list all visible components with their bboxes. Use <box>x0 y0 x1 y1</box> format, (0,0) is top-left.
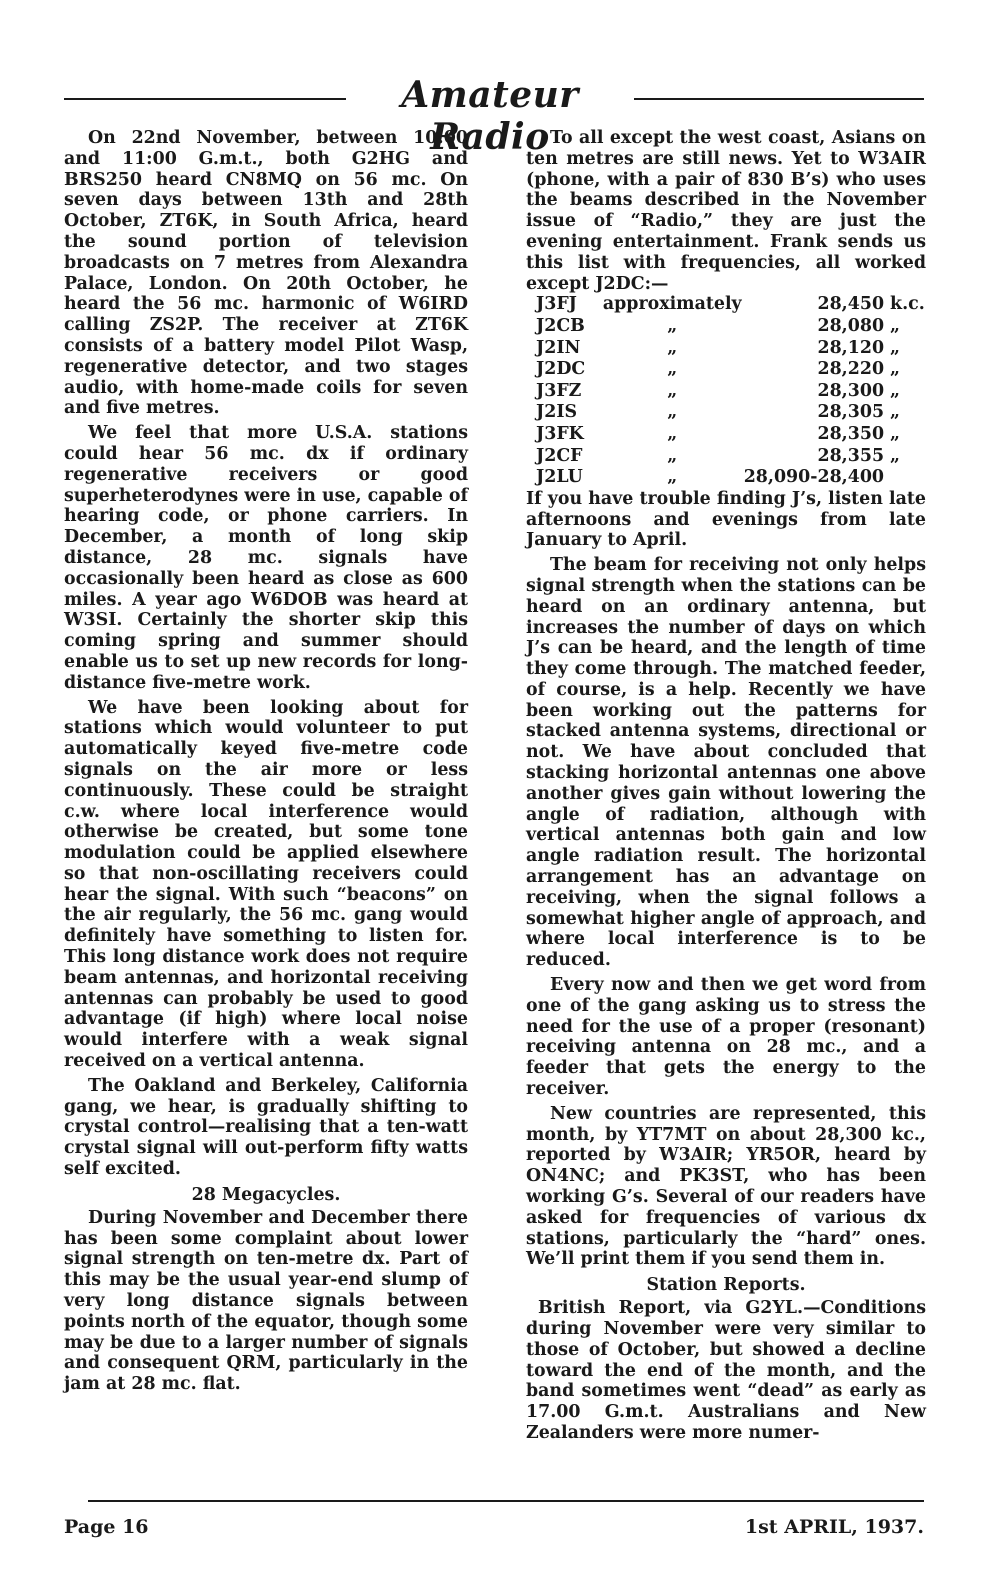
footer-rule <box>88 1500 924 1502</box>
table-row <box>526 467 926 489</box>
section-heading-28-megacycles: 28 Megacycles. <box>191 1184 341 1205</box>
left-paragraph-5: During November and December there has been some complaint about lower signal strength on ten-metre dx. Part of this may be the usual year-end slump of very long distance signals between points north of the equator, though some may be due to a larger number of signals and consequent QRM, particularly in the jam at 28 mc. flat. <box>64 1207 468 1395</box>
table-cell-call: J3FZ <box>536 380 582 401</box>
masthead-title: Amateur Radio <box>401 74 579 158</box>
table-cell-note: approximately <box>602 294 742 315</box>
table-cell-call: J3FJ <box>536 294 577 315</box>
table-row <box>526 402 926 424</box>
table-cell-frequency: 28,220 <box>817 359 885 380</box>
left-paragraph-4: The Oakland and Berkeley, California gang, we hear, is gradually shifting to crystal control—realising that a ten-watt crystal signal will out-perform fifty watts self excited. <box>64 1075 468 1180</box>
table-cell-unit: „ <box>890 445 901 466</box>
table-cell-unit: „ <box>890 337 901 358</box>
table-cell-unit: k.c. <box>890 294 925 315</box>
table-row <box>526 294 926 316</box>
table-cell-call: J2IS <box>536 402 578 423</box>
table-row <box>526 446 926 468</box>
left-paragraph-2: We feel that more U.S.A. stations could hear 56 mc. dx if ordinary regenerative receivers or good superheterodynes were in use, capable of hearing code, or phone carriers. In December, a month of long skip distance, 28 mc. signals have occasionally been heard as close as 600 miles. A year ago W6DOB was heard at W3SI. Certainly the shorter skip this coming spring and summer should enable us to set up new records for long-distance five-metre work. <box>64 423 468 693</box>
left-paragraph-1: On 22nd November, between 10:00 and 11:00 G.m.t., both G2HG and BRS250 heard CN8MQ on 56 mc. On seven days between 13th and 28th October, ZT6K, in South Africa, heard the sound portion of television broadcasts on 7 metres from Alexandra Palace, London. On 20th October, he heard the 56 mc. harmonic of W6IRD calling ZS2P. The receiver at ZT6K consists of a battery model Pilot Wasp, regenerative detector, and two stages audio, with home-made coils for seven and five metres. <box>64 128 468 419</box>
table-cell-call: J2DC <box>536 359 586 380</box>
table-cell-note: „ <box>667 359 678 380</box>
table-cell-frequency: 28,450 <box>817 294 885 315</box>
right-paragraph-1: To all except the west coast, Asians on ten metres are still news. Yet to W3AIR (phone, with a pair of 830 B’s) who uses the beams described in the November issue of “Radio,” they are just the evening entertainment. Frank sends us this list with frequencies, all worked except J2DC:— <box>526 128 926 294</box>
table-cell-unit: „ <box>890 402 901 423</box>
left-paragraph-3: We have been looking about for stations which would volunteer to put automatically keyed five-metre code signals on the air more or less continuously. These could be straight c.w. where local interference would otherwise be created, but some tone modulation could be applied elsewhere so that non-oscillating receivers could hear the signal. With such “beacons” on the air regularly, the 56 mc. gang would definitely have something to listen for. This long distance work does not require beam antennas, and horizontal receiving antennas can probably be used to good advantage (if high) where local noise would interfere with a weak signal received on a vertical antenna. <box>64 697 468 1072</box>
table-cell-frequency: 28,305 <box>817 402 885 423</box>
table-cell-note: „ <box>667 315 678 336</box>
frequency-table <box>526 294 926 488</box>
masthead-rule-right <box>634 98 924 100</box>
table-row <box>526 381 926 403</box>
table-cell-call: J3FK <box>536 423 584 444</box>
right-paragraph-3: The beam for receiving not only helps signal strength when the stations can be heard on an ordinary antenna, but increases the number of days on which J’s can be heard, and the length of time they come through. The matched feeder, of course, is a help. Recently we have been working out the patterns for stacked antenna systems, directional or not. We have about concluded that stacking horizontal antennas one above another gives gain without lowering the angle of radiation, although with vertical antennas both gain and low angle radiation result. The horizontal arrangement has an advantage on receiving, when the signal follows a somewhat higher angle of approach, and where local interference is to be reduced. <box>526 555 926 971</box>
table-cell-frequency: 28,300 <box>817 380 885 401</box>
table-cell-call: J2CF <box>536 445 583 466</box>
table-cell-note: „ <box>667 402 678 423</box>
table-row <box>526 359 926 381</box>
right-paragraph-4: Every now and then we get word from one of the gang asking us to stress the need for the use of a proper (resonant) receiving antenna on 28 mc., and a feeder that gets the energy to the receiver. <box>526 975 926 1100</box>
table-cell-call: J2LU <box>536 467 583 488</box>
masthead <box>64 72 924 158</box>
table-cell-unit: „ <box>890 315 901 336</box>
table-cell-note: „ <box>667 467 678 488</box>
table-cell-call: J2CB <box>536 315 585 336</box>
section-heading-station-reports: Station Reports. <box>646 1275 806 1296</box>
table-cell-unit: „ <box>890 380 901 401</box>
table-cell-frequency: 28,080 <box>817 315 885 336</box>
table-cell-unit: „ <box>890 359 901 380</box>
table-cell-unit: „ <box>890 423 901 444</box>
table-cell-unit <box>884 467 926 489</box>
page-footer <box>64 1500 924 1550</box>
table-cell-note: „ <box>667 337 678 358</box>
table-cell-note: „ <box>667 380 678 401</box>
right-paragraph-2: If you have trouble finding J’s, listen late afternoons and evenings from late January to April. <box>526 488 926 551</box>
table-cell-frequency: 28,355 <box>817 445 885 466</box>
table-cell-frequency: 28,120 <box>817 337 885 358</box>
table-cell-note: „ <box>667 445 678 466</box>
table-cell-frequency: 28,350 <box>817 423 885 444</box>
table-row <box>526 424 926 446</box>
right-paragraph-6: British Report, via G2YL.—Conditions during November were very similar to those of October, but showed a decline toward the end of the month, and the band sometimes went “dead” as early as 17.00 G.m.t. Australians and New Zealanders were more numer- <box>526 1298 926 1443</box>
table-cell-note: „ <box>667 423 678 444</box>
page-number: Page 16 <box>64 1516 149 1538</box>
table-row <box>526 316 926 338</box>
table-row <box>526 338 926 360</box>
table-cell-call: J2IN <box>536 337 581 358</box>
left-column <box>64 128 468 1395</box>
masthead-rule-left <box>64 98 346 100</box>
right-column <box>526 128 926 1444</box>
table-cell-frequency: 28,090-28,400 <box>743 467 885 488</box>
right-paragraph-5: New countries are represented, this month, by YT7MT on about 28,300 kc., reported by W3AIR; YR5OR, heard by ON4NC; and PK3ST, who has been working G’s. Several of our readers have asked for frequencies of various dx stations, particularly the “hard” ones. We’ll print them if you send them in. <box>526 1103 926 1270</box>
issue-date: 1st APRIL, 1937. <box>744 1516 924 1538</box>
